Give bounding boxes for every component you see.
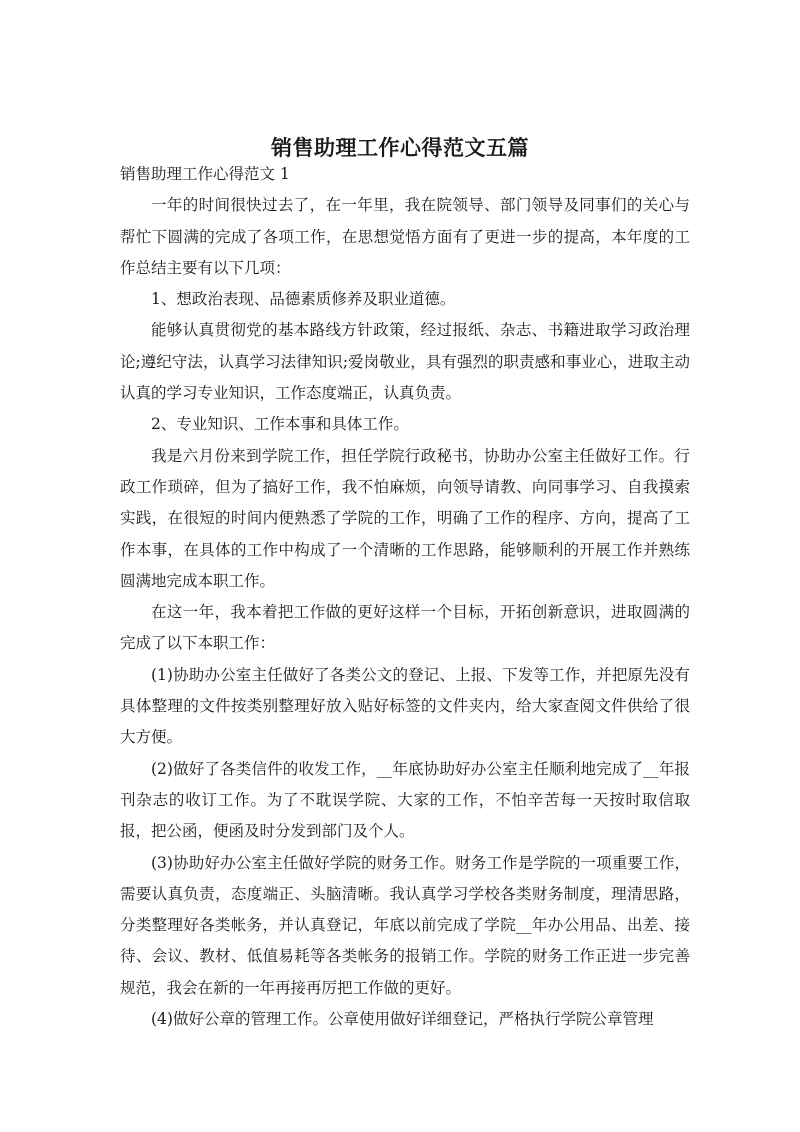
paragraph-task-3: (3)协助好办公室主任做好学院的财务工作。财务工作是学院的一项重要工作，需要认真负责，态度端正、头脑清晰。我认真学习学校各类财务制度，理清思路，分类整理好各类帐务，并认真登记，年底以前完成了学院__年办公用品、出差、接待、会议、教材、低值易耗等各类帐务的报销工作。学院的财务工作正进一步完善规范，我会在新的一年再接再厉把工作做的更好。 [120,853,690,997]
paragraph-task-2: (2)做好了各类信件的收发工作，__年底协助好办公室主任顺利地完成了__年报刊杂志的收订工作。为了不耽误学院、大家的工作，不怕辛苦每一天按时取信取报，把公函，便函及时分发到部门及个人。 [120,759,690,841]
paragraph-task-1: (1)协助办公室主任做好了各类公文的登记、上报、下发等工作，并把原先没有具体整理的文件按类别整理好放入贴好标签的文件夹内，给大家查阅文件供给了很大方便。 [120,665,690,747]
paragraph-goals: 在这一年，我本着把工作做的更好这样一个目标，开拓创新意识，进取圆满的完成了以下本职工作： [120,603,690,653]
section-heading: 销售助理工作心得范文 1 [120,165,290,183]
document-title: 销售助理工作心得范文五篇 [271,136,529,161]
paragraph-intro: 一年的时间很快过去了，在一年里，我在院领导、部门领导及同事们的关心与帮忙下圆满的完成了各项工作，在思想觉悟方面有了更进一步的提高，本年度的工作总结主要有以下几项： [120,196,690,277]
paragraph-item-1-heading: 1、想政治表现、品德素质修养及职业道德。 [151,290,456,309]
paragraph-item-2-body: 我是六月份来到学院工作，担任学院行政秘书，协助办公室主任做好工作。行政工作琐碎，但为了搞好工作，我不怕麻烦，向领导请教、向同事学习、自我摸索实践，在很短的时间内便熟悉了学院的工作，明确了工作的程序、方向，提高了工作本事，在具体的工作中构成了一个清晰的工作思路，能够顺利的开展工作并熟练圆满地完成本职工作。 [120,446,690,590]
document-body [120,159,690,1035]
paragraph-item-1-body: 能够认真贯彻党的基本路线方针政策，经过报纸、杂志、书籍进取学习政治理论;遵纪守法，认真学习法律知识;爱岗敬业，具有强烈的职责感和事业心，进取主动认真的学习专业知识，工作态度端正，认真负责。 [120,321,690,403]
paragraph-task-4: (4)做好公章的管理工作。公章使用做好详细登记，严格执行学院公章管理 [151,1010,654,1029]
paragraph-item-2-heading: 2、专业知识、工作本事和具体工作。 [151,415,409,434]
